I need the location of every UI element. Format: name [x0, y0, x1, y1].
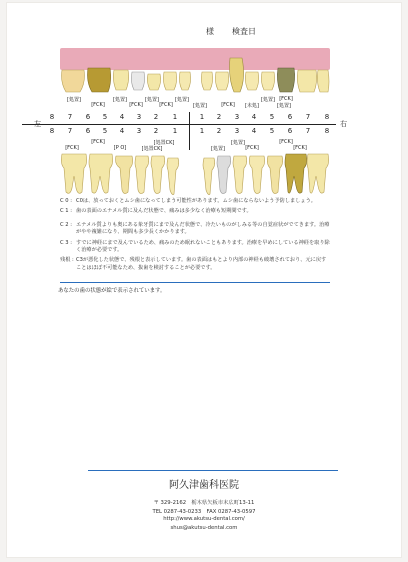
tooth-label: [処置CK] [141, 146, 163, 152]
tooth-number: 2 [153, 127, 159, 135]
tooth-label: [処置] [175, 97, 189, 103]
upper-gum [60, 48, 330, 70]
tooth-number: 3 [234, 113, 240, 121]
tooth-label: [処置CK] [153, 140, 175, 146]
tooth-icon [61, 154, 328, 195]
tooth-label: [FCK] [279, 96, 293, 102]
tooth-label: [処置] [261, 97, 275, 103]
legend-text: すでに神経にまで及んでいるため、痛みのため眠れないこともあります。治療を早めにしている神経を取り除く治療が必要です。 [76, 239, 330, 254]
tooth-number: 5 [102, 127, 108, 135]
tooth-number: 6 [85, 127, 91, 135]
tooth-label: [未処] [245, 103, 259, 109]
clinic-url[interactable]: http://www.akutsu-dental.com/ [163, 516, 245, 522]
tooth-number: 7 [305, 127, 311, 135]
tooth-number: 6 [85, 113, 91, 121]
upper-teeth-illustration [60, 48, 330, 94]
chart-note: あなたの歯の状態が絵で表示されています。 [58, 288, 166, 294]
tooth-number: 1 [172, 127, 178, 135]
tooth-label: [処置] [277, 103, 291, 109]
clinic-address: 〒 329-2162 栃木県矢板市末広町13-11 [153, 500, 255, 506]
tooth-label: [P O] [113, 145, 127, 151]
tooth-number: 5 [102, 113, 108, 121]
tooth-label: [FCK] [91, 102, 105, 108]
tooth-number: 8 [324, 127, 330, 135]
legend-item [60, 198, 330, 205]
tooth-label: [FCK] [129, 102, 143, 108]
tooth-number: 4 [119, 113, 125, 121]
tooth-number: 4 [251, 127, 257, 135]
tooth-label: [FCK] [279, 139, 293, 145]
tooth-label: [FCK] [91, 139, 105, 145]
clinic-email[interactable]: shus@akutsu-dental.com [170, 525, 238, 531]
divider-rule [60, 282, 330, 283]
exam-date-label: 検査日 [232, 27, 256, 36]
legend-code: C 0 : [60, 198, 72, 204]
legend-code: C 3 : [60, 239, 72, 246]
chart-center-divider [189, 112, 190, 150]
lower-teeth-illustration [60, 150, 330, 198]
tooth-label: [FCK] [293, 145, 307, 151]
legend-item [60, 240, 330, 255]
tooth-number: 8 [324, 113, 330, 121]
tooth-number: 2 [216, 127, 222, 135]
footer-rule [88, 470, 338, 471]
legend-text: 歯の表面のエナメル質に及んだ状態で、痛みは多少なく治療も短期間です。 [76, 208, 252, 215]
tooth-label: [FCK] [245, 145, 259, 151]
tooth-number: 8 [49, 113, 55, 121]
legend-item [60, 208, 330, 215]
tooth-label: [FCK] [65, 145, 79, 151]
tooth-label: [処置] [145, 97, 159, 103]
legend-code: 残根 : [60, 257, 74, 264]
tooth-number: 6 [287, 113, 293, 121]
legend-text: エナメル質よりも奥にある象牙質にまで及んだ状態で、冷たいものがしみる等の自覚症状がでてきます。治療がやや複雑になり、期間も多少長くかかります。 [76, 221, 330, 236]
legend-item [60, 257, 330, 272]
tooth-number: 5 [269, 113, 275, 121]
tooth-number: 2 [216, 113, 222, 121]
tooth-label: [処置] [67, 97, 81, 103]
caries-legend [60, 198, 330, 275]
tooth-label: [処置] [113, 97, 127, 103]
tooth-number: 2 [153, 113, 159, 121]
clinic-name: 阿久津歯科医院 [169, 480, 239, 491]
tooth-number: 7 [67, 127, 73, 135]
legend-item [60, 222, 330, 237]
tooth-number: 7 [67, 113, 73, 121]
tooth-number: 1 [172, 113, 178, 121]
tooth-number: 6 [287, 127, 293, 135]
tooth-number: 1 [199, 113, 205, 121]
tooth-number: 1 [199, 127, 205, 135]
tooth-label: [FCK] [159, 102, 173, 108]
tooth-number: 4 [119, 127, 125, 135]
tooth-label: [処置] [193, 103, 207, 109]
legend-text: C0は、放っておくとムシ歯になってしまう可能性があります。ムシ歯にならないよう予防しましょう。 [76, 198, 316, 204]
tooth-number: 8 [49, 127, 55, 135]
patient-suffix: 様 [206, 27, 214, 36]
tooth-number: 3 [136, 113, 142, 121]
legend-text: C3が悪化した状態で、残根と表示しています。歯の表面はもとより内部の神経も破壊されており、元に戻すことはほぼ不可能なため、抜歯を検討することが必要です。 [76, 257, 327, 271]
tooth-label: [処置] [231, 140, 245, 146]
chart-side-right: 右 [340, 120, 347, 128]
tooth-number: 5 [269, 127, 275, 135]
legend-code: C 1 : [60, 208, 72, 215]
tooth-number: 7 [305, 113, 311, 121]
clinic-phone: TEL 0287-43-0233 FAX 0287-43-0597 [152, 509, 256, 515]
legend-code: C 2 : [60, 221, 72, 228]
tooth-label: [FCK] [221, 102, 235, 108]
chart-midline [22, 124, 336, 125]
tooth-number: 3 [136, 127, 142, 135]
tooth-number: 4 [251, 113, 257, 121]
tooth-number: 3 [234, 127, 240, 135]
tooth-label: [処置] [211, 146, 225, 152]
